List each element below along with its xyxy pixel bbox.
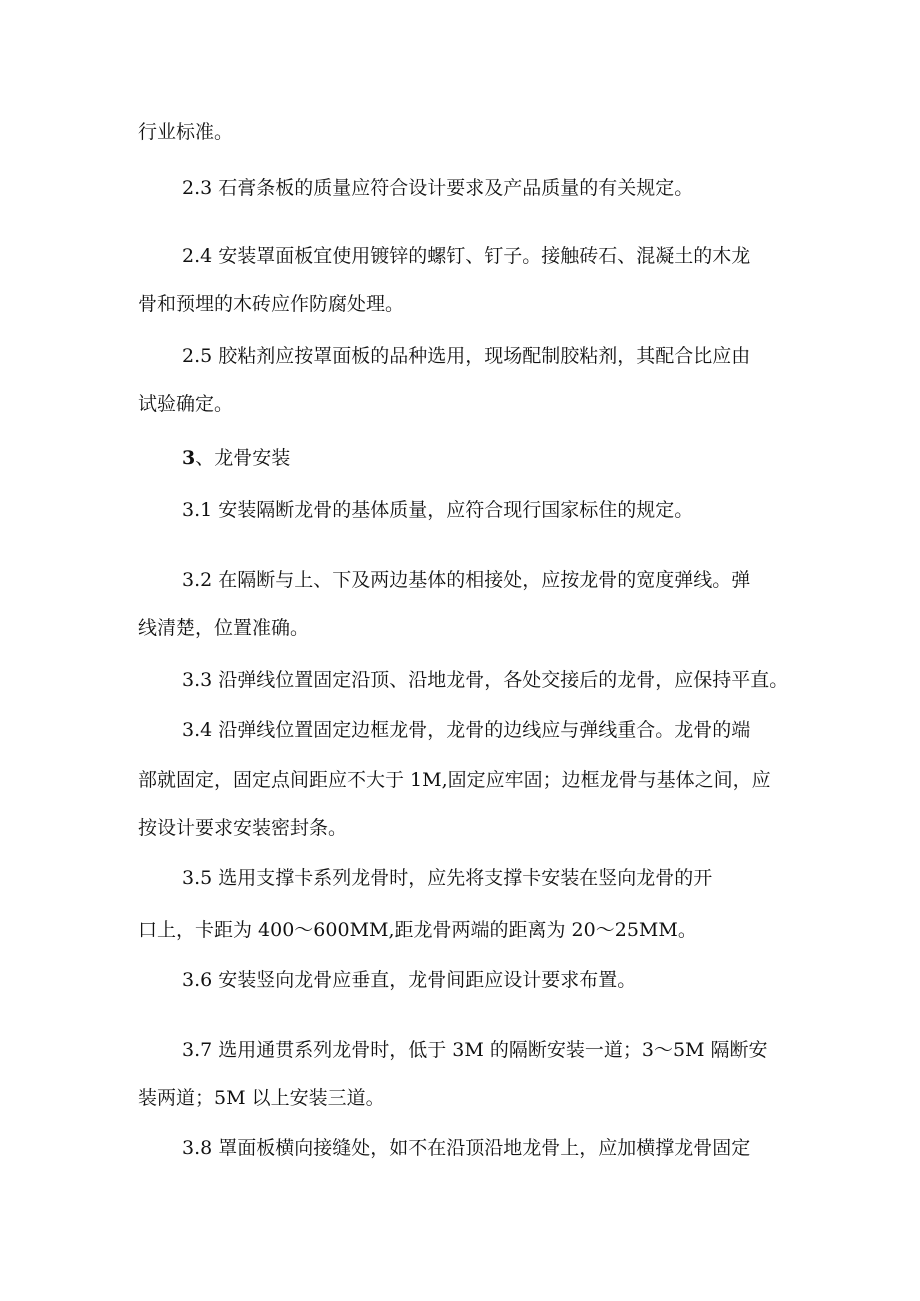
clause-2-4-continued: 骨和预埋的木砖应作防腐处理。 <box>138 293 405 315</box>
clause-3-7: 3.7 选用通贯系列龙骨时，低于 3M 的隔断安装一道；3～5M 隔断安 <box>182 1039 768 1061</box>
clause-3-5: 3.5 选用支撑卡系列龙骨时，应先将支撑卡安装在竖向龙骨的开 <box>182 867 713 889</box>
clause-3-2-continued: 线清楚，位置准确。 <box>138 617 310 639</box>
clause-2-5: 2.5 胶粘剂应按罩面板的品种选用，现场配制胶粘剂，其配合比应由 <box>182 345 751 367</box>
section-number: 3 <box>182 447 196 469</box>
clause-3-4-continued: 按设计要求安装密封条。 <box>138 817 348 839</box>
section-heading-3 <box>182 446 798 470</box>
section-title: 、龙骨安装 <box>195 447 291 469</box>
clause-3-4-continued: 部就固定，固定点间距应不大于 1M,固定应牢固；边框龙骨与基体之间，应 <box>138 769 771 791</box>
clause-3-8: 3.8 罩面板横向接缝处，如不在沿顶沿地龙骨上，应加横撑龙骨固定 <box>182 1137 751 1159</box>
clause-2-5-continued: 试验确定。 <box>138 393 234 415</box>
clause-3-6: 3.6 安装竖向龙骨应垂直，龙骨间距应设计要求布置。 <box>182 969 637 991</box>
clause-3-1: 3.1 安装隔断龙骨的基体质量，应符合现行国家标住的规定。 <box>182 499 694 521</box>
clause-3-7-continued: 装两道；5M 以上安装三道。 <box>138 1087 385 1109</box>
clause-2-3: 2.3 石膏条板的质量应符合设计要求及产品质量的有关规定。 <box>182 177 694 199</box>
clause-2-4: 2.4 安装罩面板宜使用镀锌的螺钉、钉子。接触砖石、混凝土的木龙 <box>182 245 751 267</box>
clause-3-2: 3.2 在隔断与上、下及两边基体的相接处，应按龙骨的宽度弹线。弹 <box>182 569 751 591</box>
clause-3-3: 3.3 沿弹线位置固定沿顶、沿地龙骨，各处交接后的龙骨，应保持平直。 <box>182 669 789 691</box>
paragraph-line: 行业标准。 <box>138 121 234 143</box>
clause-3-5-continued: 口上，卡距为 400～600MM,距龙骨两端的距离为 20～25MM。 <box>138 919 697 941</box>
clause-3-4: 3.4 沿弹线位置固定边框龙骨，龙骨的边线应与弹线重合。龙骨的端 <box>182 719 751 741</box>
